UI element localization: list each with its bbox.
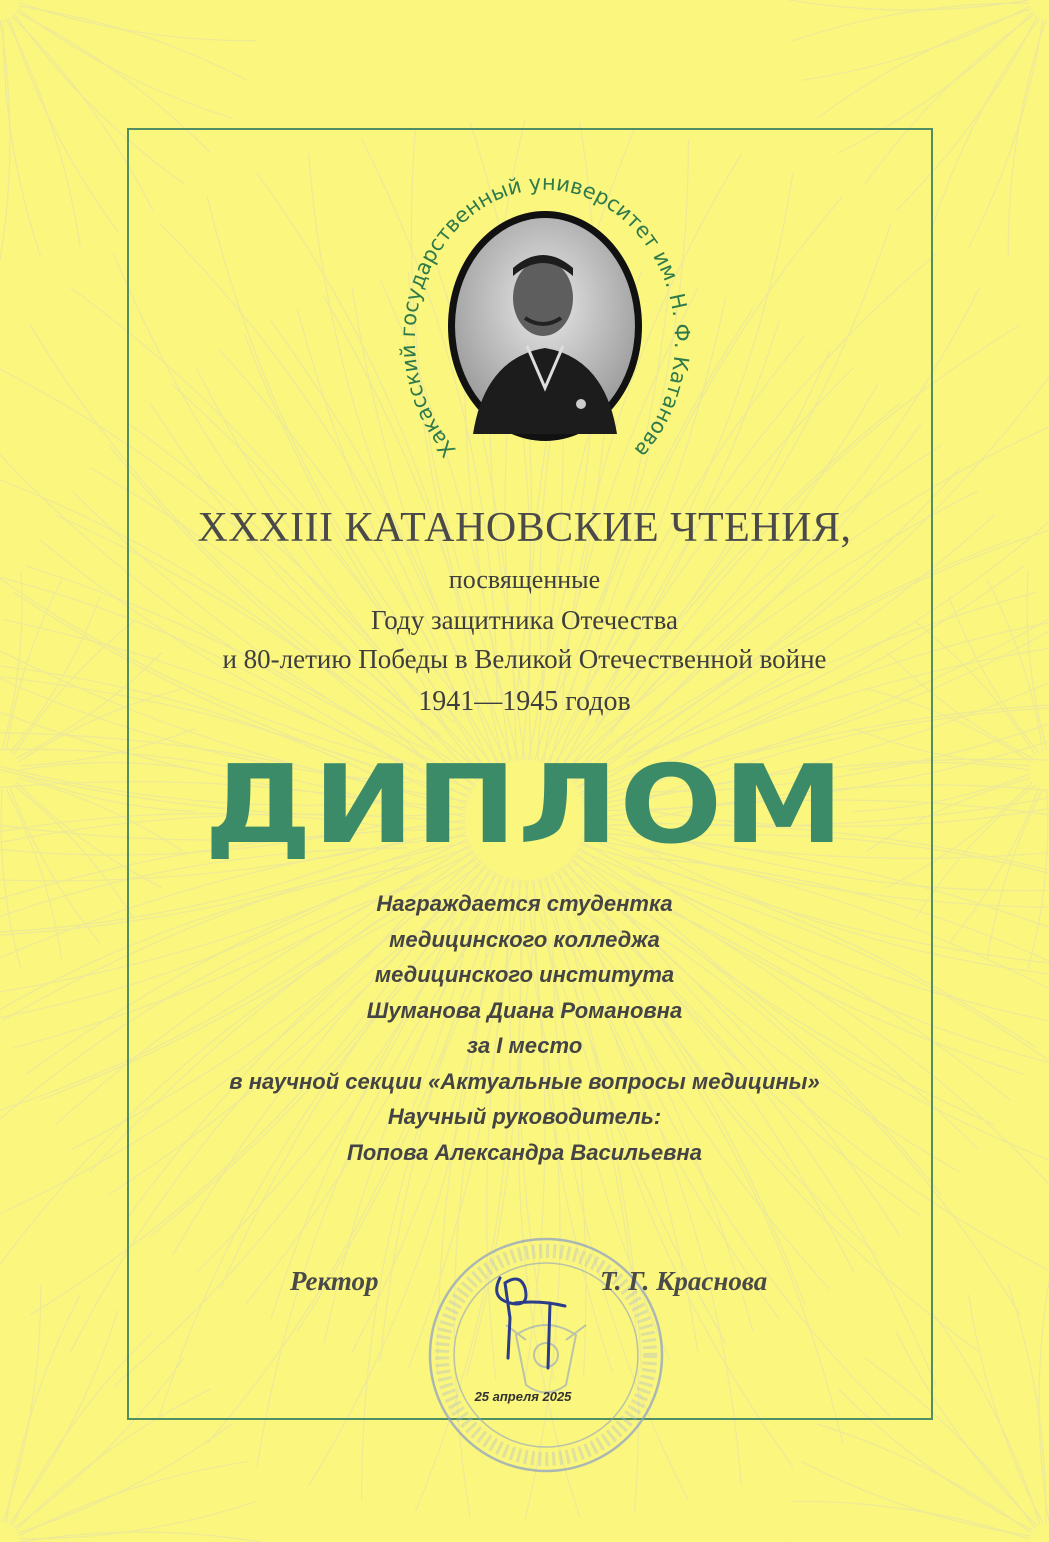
award-text [0, 886, 1049, 1170]
award-place: за I место [466, 1033, 583, 1058]
dedication-line-2: Году защитника Отечества [371, 605, 678, 635]
event-title: XXXIII КАТАНОВСКИЕ ЧТЕНИЯ, [197, 505, 852, 551]
rector-signature [470, 1258, 590, 1378]
award-section: в научной секции «Актуальные вопросы медицины» [229, 1068, 820, 1094]
university-emblem [395, 158, 695, 488]
diploma-title: ДИПЛОМ [204, 743, 845, 868]
award-line-2: медицинского колледжа [389, 926, 660, 952]
supervisor-label: Научный руководитель: [387, 1104, 662, 1129]
emblem-ring-text: Хакасский государственный университет им. Н. Ф. Катанова [395, 170, 695, 463]
dedication-line-4: 1941—1945 годов [418, 686, 631, 717]
dedication-line-1: посвященные [448, 565, 601, 594]
recipient-name: Шуманова Диана Романовна [366, 997, 683, 1023]
rector-name: Т. Г. Краснова [600, 1266, 768, 1296]
sign-date: 25 апреля 2025 [474, 1389, 572, 1404]
rector-title: Ректор [290, 1266, 379, 1296]
award-line-3: медицинского института [374, 962, 675, 987]
award-line-1: Награждается студентка [376, 891, 673, 916]
dedication-line-3: и 80-летию Победы в Великой Отечественной войне [222, 644, 827, 674]
supervisor-name: Попова Александра Васильевна [347, 1139, 702, 1165]
